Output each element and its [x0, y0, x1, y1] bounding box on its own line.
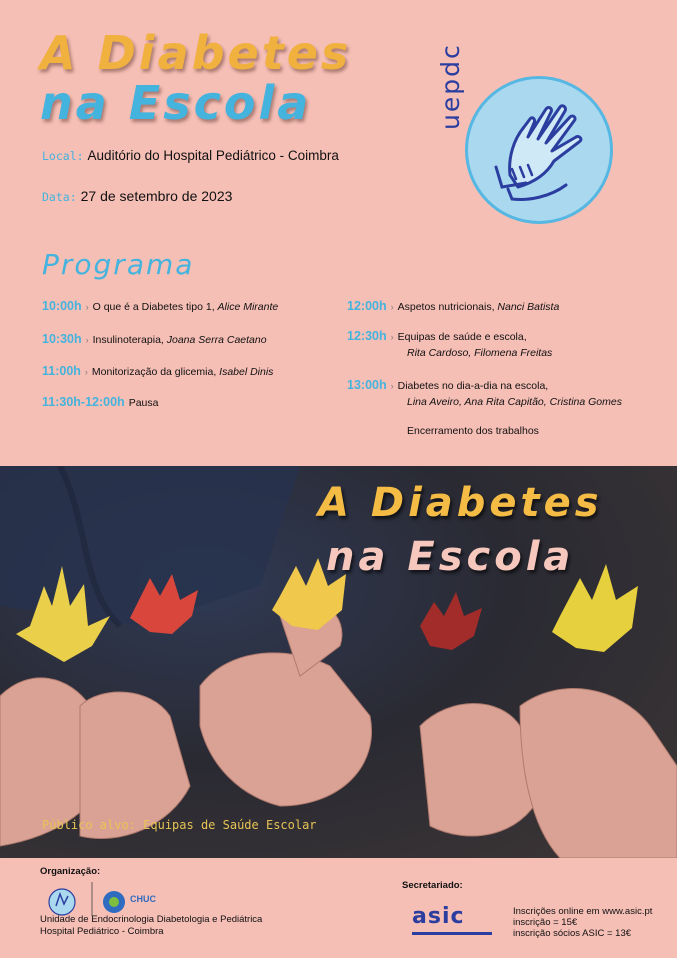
- asic-logo: [412, 904, 498, 938]
- program-time: 11:30h-12:00h: [42, 395, 125, 409]
- program-text: Aspetos nutricionais,: [397, 301, 495, 313]
- program-time: 13:00h: [347, 378, 387, 392]
- program-speaker: Isabel Dinis: [219, 366, 274, 378]
- asic-logo-text: asic: [412, 904, 465, 929]
- program-text: Monitorização da glicemia,: [91, 366, 217, 378]
- uepdc-logo-text: uepdc: [436, 43, 465, 130]
- program-text: Equipas de saúde e escola,: [397, 331, 527, 343]
- program-speaker: Alice Mirante: [217, 301, 279, 313]
- program-time: 10:30h: [42, 332, 82, 346]
- chevron-right-icon: ›: [84, 367, 88, 377]
- photo-title-line-1: A Diabetes: [318, 480, 603, 526]
- program-closing: Encerramento dos trabalhos: [407, 425, 539, 437]
- secretariat-label: Secretariado:: [402, 880, 463, 891]
- hands-icon: [468, 79, 613, 224]
- title-line-1: A Diabetes: [40, 26, 352, 80]
- program-item: [42, 331, 267, 348]
- program-item: [347, 298, 559, 315]
- photo-title-line-2: na Escola: [326, 534, 575, 580]
- registration-online: Inscrições online em www.asic.pt: [513, 906, 653, 917]
- program-time: 12:00h: [347, 299, 387, 313]
- chevron-right-icon: ›: [390, 332, 394, 342]
- asic-underline: [412, 932, 492, 935]
- program-text: O que é a Diabetes tipo 1,: [92, 301, 215, 313]
- organization-line-2: Hospital Pediátrico - Coimbra: [40, 926, 164, 937]
- registration-fee: inscrição = 15€: [513, 917, 578, 928]
- chevron-right-icon: ›: [390, 302, 394, 312]
- hero-photo: [0, 466, 677, 858]
- program-speaker: Joana Serra Caetano: [166, 334, 267, 346]
- program-text: Diabetes no dia-a-dia na escola,: [397, 380, 549, 392]
- program-item: [42, 363, 273, 380]
- registration-info: [513, 906, 652, 939]
- organization-line-1: Unidade de Endocrinologia Diabetologia e Pediátrica: [40, 914, 263, 925]
- chevron-right-icon: ›: [390, 381, 394, 391]
- local-label: Local:: [42, 149, 84, 163]
- organization-label: Organização:: [40, 866, 101, 877]
- chuc-logo-text: CHUC: [130, 894, 156, 904]
- uepdc-logo: [465, 76, 613, 224]
- chevron-right-icon: ›: [85, 335, 89, 345]
- program-speaker: Lina Aveiro, Ana Rita Capitão, Cristina Gomes: [407, 396, 622, 408]
- date-info: [42, 188, 232, 204]
- program-item: [347, 328, 552, 361]
- organization-text: [40, 914, 262, 938]
- program-item: [42, 394, 158, 411]
- programa-heading: Programa: [42, 248, 195, 281]
- title-line-2: na Escola: [40, 76, 312, 130]
- program-text: Pausa: [128, 397, 159, 409]
- program-time: 11:00h: [42, 364, 81, 378]
- program-speaker: Rita Cardoso, Filomena Freitas: [407, 347, 553, 359]
- date-label: Data:: [42, 190, 77, 204]
- program-item: [42, 298, 278, 315]
- registration-member-fee: inscrição sócios ASIC = 13€: [513, 928, 632, 939]
- program-time: 12:30h: [347, 329, 387, 343]
- local-info: [42, 148, 339, 163]
- date-value: 27 de setembro de 2023: [80, 188, 233, 204]
- local-value: Auditório do Hospital Pediátrico - Coimbra: [87, 148, 339, 163]
- program-item: [347, 377, 622, 410]
- organization-logos: [44, 880, 164, 918]
- program-time: 10:00h: [42, 299, 82, 313]
- target-audience: Público alvo: Equipas de Saúde Escolar: [42, 818, 317, 832]
- chevron-right-icon: ›: [85, 302, 89, 312]
- program-speaker: Nanci Batista: [497, 301, 560, 313]
- program-text: Insulinoterapia,: [92, 334, 164, 346]
